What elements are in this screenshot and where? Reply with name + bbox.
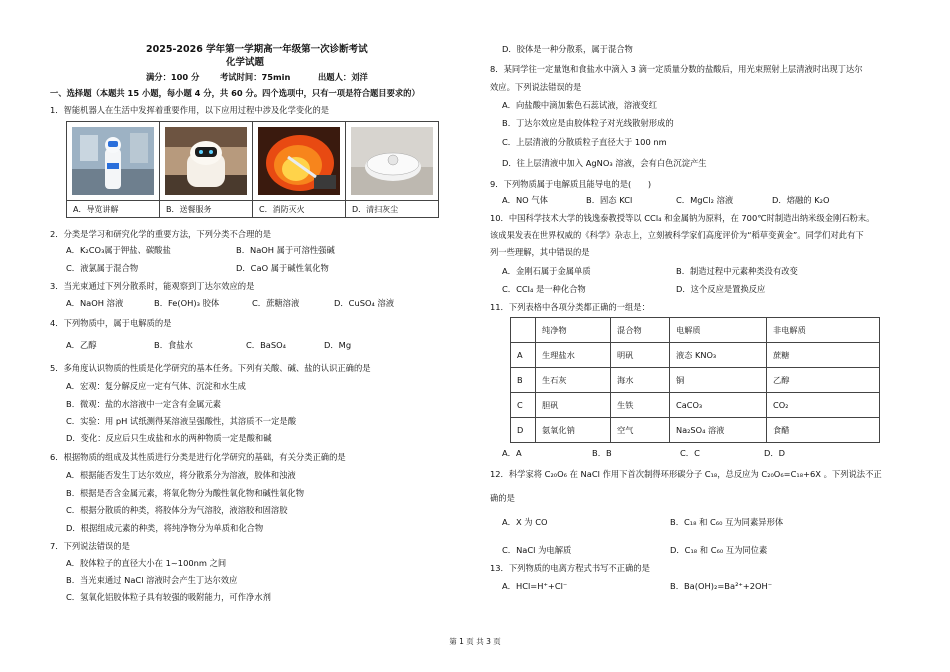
q11-cell: 氨氧化钠 — [536, 418, 611, 443]
subject-title: 化学试题 — [226, 57, 265, 68]
q11-cell: CaCO₃ — [670, 393, 767, 418]
q10-stem-line1: 10．中国科学技术大学的钱逸泰教授等以 CCl₄ 和金属钠为原料，在 700℃时制造出纳米级金刚石粉末。 — [490, 213, 875, 223]
table-row — [511, 418, 880, 443]
q12-stem-line2: 确的是 — [490, 493, 515, 503]
table-row — [511, 368, 880, 393]
q12-option-a: A．X 为 CO — [502, 517, 548, 527]
q10-option-d: D．这个反应是置换反应 — [676, 284, 766, 294]
delivery-robot-image — [165, 127, 247, 195]
q8-stem-line2: 效应。下列说法错误的是 — [490, 82, 582, 92]
q11-cell: B — [511, 368, 536, 393]
q11-header-cell: 电解质 — [670, 318, 767, 343]
q1-option-c: C．消防灭火 — [253, 201, 346, 218]
q9-option-b: B．固态 KCl — [586, 195, 633, 205]
table-row — [511, 343, 880, 368]
q3-option-b: B．Fe(OH)₃ 胶体 — [154, 298, 220, 308]
q11-stem: 11．下列表格中各项分类都正确的一组是： — [490, 302, 650, 312]
q4-option-c: C．BaSO₄ — [246, 340, 286, 350]
author-info: 出题人：刘洋 — [318, 72, 368, 82]
table-row — [511, 393, 880, 418]
q11-header-cell: 非电解质 — [767, 318, 880, 343]
q7-option-a: A．胶体粒子的直径大小在 1~100nm 之间 — [66, 558, 227, 568]
q11-cell: CO₂ — [767, 393, 880, 418]
exam-title: 2025-2026 学年第一学期高一年级第一次诊断考试 — [146, 44, 368, 55]
q10-option-a: A．金刚石属于金属单质 — [502, 266, 591, 276]
q6-option-d: D．根据组成元素的种类，将纯净物分为单质和化合物 — [66, 523, 264, 533]
q11-cell: 胆矾 — [536, 393, 611, 418]
score-info: 满分：100 分 — [146, 72, 200, 82]
vacuum-robot-image — [351, 127, 433, 195]
q6-stem: 6．根据物质的组成及其性质进行分类是进行化学研究的基础，有关分类正确的是 — [50, 452, 346, 462]
q11-cell: 生理盐水 — [536, 343, 611, 368]
q3-option-c: C．蔗糖溶液 — [252, 298, 300, 308]
q6-option-c: C．根据分散质的种类，将胶体分为气溶胶，液溶胶和固溶胶 — [66, 505, 288, 515]
q4-option-b: B．食盐水 — [154, 340, 193, 350]
q5-stem: 5．多角度认识物质的性质是化学研究的基本任务。下列有关酸、碱、盐的认识正确的是 — [50, 363, 371, 373]
q11-cell: 生铁 — [611, 393, 670, 418]
q1-image-cell-a — [67, 122, 160, 201]
q11-cell: C — [511, 393, 536, 418]
q2-option-d: D．CaO 属于碱性氧化物 — [236, 263, 329, 273]
guide-robot-image — [72, 127, 154, 195]
q2-option-c: C．液氯属于混合物 — [66, 263, 139, 273]
q8-option-b: B．丁达尔效应是由胶体粒子对光线散射形成的 — [502, 118, 674, 128]
q1-stem: 1．智能机器人在生活中发挥着重要作用，以下应用过程中涉及化学变化的是 — [50, 105, 330, 115]
q11-cell: 空气 — [611, 418, 670, 443]
q5-option-a: A．宏观：复分解反应一定有气体、沉淀和水生成 — [66, 381, 246, 391]
q10-stem-line2: 该成果发表在世界权威的《科学》杂志上，立刻被科学家们高度评价为“稻草变黄金”。同学们对此有下 — [490, 230, 864, 240]
q11-cell: 蔗糖 — [767, 343, 880, 368]
q10-stem-line3: 列一些理解，其中错误的是 — [490, 247, 590, 257]
q1-image-table — [66, 121, 439, 218]
q11-option-b: B．B — [592, 448, 612, 458]
q7-option-b: B．当光束通过 NaCl 溶液时会产生丁达尔效应 — [66, 575, 238, 585]
q7-stem: 7．下列说法错误的是 — [50, 541, 130, 551]
page-footer: 第 1 页 共 3 页 — [449, 637, 501, 646]
q11-cell: 铜 — [670, 368, 767, 393]
q9-option-a: A．NO 气体 — [502, 195, 548, 205]
q4-option-a: A．乙醇 — [66, 340, 97, 350]
q2-option-a: A．K₂CO₃属于钾盐、碳酸盐 — [66, 245, 171, 255]
q6-option-a: A．根据能否发生丁达尔效应，将分散系分为溶液，胶体和浊液 — [66, 470, 296, 480]
q8-stem-line1: 8．某同学往一定量饱和食盐水中滴入 3 滴一定质量分数的盐酸后，用光束照射上层清液时出现丁达尔 — [490, 64, 863, 74]
q11-table — [510, 317, 880, 443]
q13-option-a: A．HCl=H⁺+Cl⁻ — [502, 581, 568, 591]
q5-option-b: B．微观：盐的水溶液中一定含有金属元素 — [66, 399, 222, 409]
q11-cell: 生石灰 — [536, 368, 611, 393]
q7-option-c: C．氢氧化铝胶体粒子具有较强的吸附能力，可作净水剂 — [66, 592, 271, 602]
time-info: 考试时间：75min — [220, 72, 291, 82]
q1-image-cell-d — [346, 122, 439, 201]
q1-image-cell-b — [160, 122, 253, 201]
q11-cell: 明矾 — [611, 343, 670, 368]
q3-stem: 3．当光束通过下列分散系时，能观察到丁达尔效应的是 — [50, 281, 255, 291]
q11-option-a: A．A — [502, 448, 522, 458]
q13-stem: 13．下列物质的电离方程式书写不正确的是 — [490, 563, 650, 573]
q11-cell: 食醋 — [767, 418, 880, 443]
q11-cell: A — [511, 343, 536, 368]
q12-stem-line1: 12．科学家将 C₂₀O₆ 在 NaCl 作用下首次制得环形碳分子 C₁₈，总反应为 C₂₀O₆=C₁₈+6X 。下列说法不正 — [490, 469, 882, 479]
q12-option-c: C．NaCl 为电解质 — [502, 545, 572, 555]
q11-option-c: C．C — [680, 448, 700, 458]
q4-option-d: D．Mg — [324, 340, 352, 350]
q5-option-c: C．实验：用 pH 试纸测得某溶液呈强酸性，其溶质不一定是酸 — [66, 416, 296, 426]
q11-cell: 乙醇 — [767, 368, 880, 393]
q11-option-d: D．D — [764, 448, 786, 458]
q9-stem: 9．下列物质属于电解质且能导电的是( ) — [490, 179, 652, 189]
q13-option-b: B．Ba(OH)₂=Ba²⁺+2OH⁻ — [670, 581, 773, 591]
q5-option-d: D．变化：反应后只生成盐和水的两种物质一定是酸和碱 — [66, 433, 272, 443]
q11-header-cell — [511, 318, 536, 343]
q2-option-b: B．NaOH 属于可溶性强碱 — [236, 245, 335, 255]
q11-cell: D — [511, 418, 536, 443]
q11-cell: 液态 KNO₃ — [670, 343, 767, 368]
q9-option-d: D．熔融的 K₂O — [772, 195, 830, 205]
firefighting-image — [258, 127, 340, 195]
q3-option-a: A．NaOH 溶液 — [66, 298, 124, 308]
q7-option-d: D．胶体是一种分散系，属于混合物 — [502, 44, 633, 54]
q11-cell: Na₂SO₄ 溶液 — [670, 418, 767, 443]
q10-option-c: C．CCl₄ 是一种化合物 — [502, 284, 586, 294]
q1-image-cell-c — [253, 122, 346, 201]
q8-option-d: D．往上层清液中加入 AgNO₃ 溶液，会有白色沉淀产生 — [502, 158, 707, 168]
q4-stem: 4．下列物质中，属于电解质的是 — [50, 318, 172, 328]
q1-option-a: A．导览讲解 — [67, 201, 160, 218]
q12-option-d: D．C₁₈ 和 C₆₀ 互为同位素 — [670, 545, 768, 555]
q3-option-d: D．CuSO₄ 溶液 — [334, 298, 395, 308]
q1-option-d: D．清扫灰尘 — [346, 201, 439, 218]
q12-option-b: B．C₁₈ 和 C₆₀ 互为同素异形体 — [670, 517, 784, 527]
q8-option-c: C．上层清液的分散质粒子直径大于 100 nm — [502, 137, 667, 147]
q11-header-cell: 纯净物 — [536, 318, 611, 343]
q11-header-row — [511, 318, 880, 343]
q10-option-b: B．制造过程中元素种类没有改变 — [676, 266, 798, 276]
q6-option-b: B．根据是否含金属元素，将氧化物分为酸性氧化物和碱性氧化物 — [66, 488, 305, 498]
q11-cell: 海水 — [611, 368, 670, 393]
q8-option-a: A．向盐酸中滴加紫色石蕊试液，溶液变红 — [502, 100, 658, 110]
q1-option-b: B．送餐服务 — [160, 201, 253, 218]
q11-header-cell: 混合物 — [611, 318, 670, 343]
q9-option-c: C．MgCl₂ 溶液 — [676, 195, 734, 205]
section-heading: 一、选择题（本题共 15 小题，每小题 4 分，共 60 分。四个选项中，只有一项是符合题目要求的） — [50, 88, 420, 98]
q2-stem: 2．分类是学习和研究化学的重要方法，下列分类不合理的是 — [50, 229, 271, 239]
